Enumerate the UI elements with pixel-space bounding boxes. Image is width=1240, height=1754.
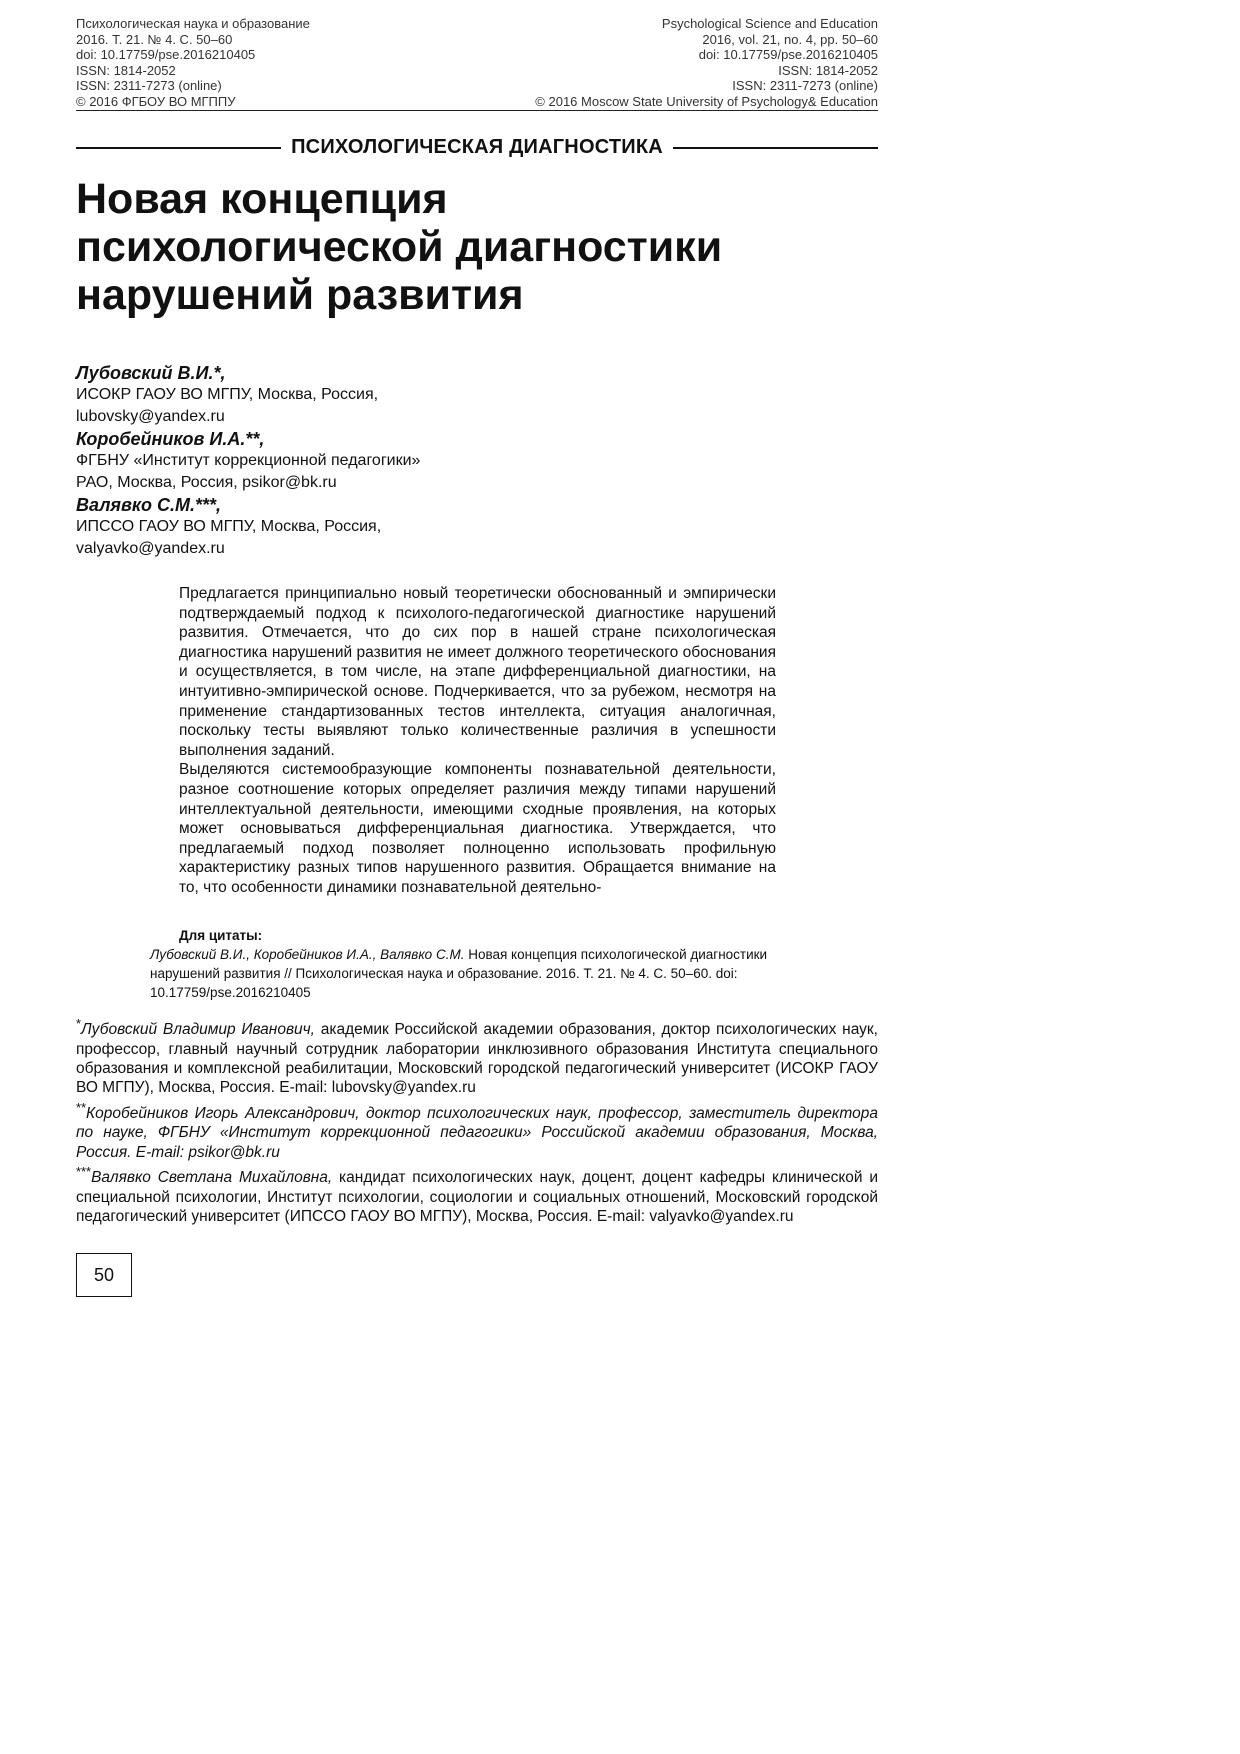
footnotes xyxy=(76,1014,878,1227)
author-email: lubovsky@yandex.ru xyxy=(76,408,225,425)
author-affiliation-email: РАО, Москва, Россия, psikor@bk.ru xyxy=(76,474,337,491)
header-doi-ru: doi: 10.17759/pse.2016210405 xyxy=(76,47,256,62)
citation-block xyxy=(150,926,810,1002)
abstract-paragraph: Выделяются системообразующие компоненты познавательной деятельности, разное соотношение которых определяет различия между типами нарушений интеллектуальной деятельности, имеющими сходные проявления, на которых может основываться дифференциальная диагностика. Утверждается, что предлагаемый подход позволяет полноценно использовать профильную характеристику разных типов нарушенного развития. Обращается внимание на то, что особенности динамики познавательной деятельно- xyxy=(179,761,776,896)
page-number: 50 xyxy=(76,1253,132,1297)
footnote-mark: *** xyxy=(76,1164,92,1180)
citation-text xyxy=(150,945,810,1002)
header-copyright-en: © 2016 Moscow State University of Psychology& Education xyxy=(535,93,878,109)
author-list xyxy=(76,362,676,560)
author-name: Лубовский В.И.*, xyxy=(76,363,226,383)
footnote-name: Коробейников Игорь Александрович, доктор психологических наук, профессор, заместитель директора по науке, ФГБНУ «Институт коррекционной педагогики» Российской академии образования, Москва, Россия. E-mail: psikor@bk.ru xyxy=(76,1104,878,1161)
footnote-text: академик Российской академии образования, доктор психологических наук, профессор, главный научный сотрудник лаборатории инклюзивного образования Института специального образования и комплексной реабилитации, Московский городской педагогический университет (ИСОКР ГАОУ ВО МГПУ), Москва, Россия. E-mail: lubovsky@yandex.ru xyxy=(76,1021,878,1097)
footnote-mark: * xyxy=(76,1016,82,1031)
title-line: Новая концепция xyxy=(76,175,448,223)
author-affiliation: ФГБНУ «Институт коррекционной педагогики» xyxy=(76,452,421,469)
header-issn-online-en: ISSN: 2311-7273 (online) xyxy=(732,78,878,93)
header-journal-ru: Психологическая наука и образование xyxy=(76,16,310,31)
footnote-text: кандидат психологических наук, доцент, доцент кафедры клинической и специальной психологии, Институт психологии, социологии и социальных отношений, Московский городской педагогический университет (ИПССО ГАОУ ВО МГПУ), Москва, Россия. E-mail: valyavko@yandex.ru xyxy=(76,1169,879,1226)
section-rule-right xyxy=(673,147,878,149)
citation-reference: Новая концепция психологической диагностики нарушений развития // Психологическая наука и образование. 2016. Т. 21. № 4. С. 50–60. doi: 10.17759/pse.2016210405 xyxy=(150,947,768,1000)
header-right xyxy=(535,16,878,109)
section-label: ПСИХОЛОГИЧЕСКАЯ ДИАГНОСТИКА xyxy=(291,136,663,158)
title-line: психологической диагностики xyxy=(76,223,723,271)
header-issue-ru: 2016. Т. 21. № 4. С. 50–60 xyxy=(76,31,233,47)
author-email: valyavko@yandex.ru xyxy=(76,540,225,557)
section-heading xyxy=(76,136,878,159)
footnote-name: Валявко Светлана Михайловна, xyxy=(91,1169,333,1187)
header-divider xyxy=(76,110,878,111)
header-journal-en: Psychological Science and Education xyxy=(661,16,878,31)
header-issn-online-ru: ISSN: 2311-7273 (online) xyxy=(76,78,222,93)
header-left xyxy=(76,16,310,109)
abstract xyxy=(179,584,776,898)
header-issn-en: ISSN: 1814-2052 xyxy=(778,62,878,78)
abstract-paragraph: Предлагается принципиально новый теоретически обоснованный и эмпирически подтверждаемый подход к психолого-педагогической диагностике нарушений развития. Отмечается, что до сих пор в нашей стране психологическая диагностика нарушений развития не имеет должного теоретического обоснования и осуществляется, в том числе, на этапе дифференциальной диагностики, на интуитивно-эмпирической основе. Подчеркивается, что за рубежом, несмотря на применение стандартизованных тестов интеллекта, ситуация аналогичная, поскольку тесты выявляют только количественные различия в успешности выполнения заданий. xyxy=(179,585,776,759)
footnote xyxy=(76,1014,878,1098)
article-title xyxy=(76,175,876,319)
citation-authors: Лубовский В.И., Коробейников И.А., Валявко С.М. xyxy=(150,947,465,962)
header-copyright-ru: © 2016 ФГБОУ ВО МГППУ xyxy=(76,93,236,109)
header-doi-en: doi: 10.17759/pse.2016210405 xyxy=(698,47,878,62)
footnote xyxy=(76,1098,878,1162)
header-issue-en: 2016, vol. 21, no. 4, pp. 50–60 xyxy=(702,31,878,47)
author-affiliation: ИПССО ГАОУ ВО МГПУ, Москва, Россия, xyxy=(76,518,382,535)
author-affiliation: ИСОКР ГАОУ ВО МГПУ, Москва, Россия, xyxy=(76,386,379,403)
title-line: нарушений развития xyxy=(76,271,524,319)
footnote-name: Лубовский Владимир Иванович, xyxy=(81,1021,315,1039)
author-name: Валявко С.М.***, xyxy=(76,495,222,515)
footnote-mark: ** xyxy=(76,1099,87,1115)
citation-heading: Для цитаты: xyxy=(179,928,263,943)
footnote xyxy=(76,1162,878,1226)
section-rule-left xyxy=(76,147,281,149)
header-issn-ru: ISSN: 1814-2052 xyxy=(76,62,176,78)
author-name: Коробейников И.А.**, xyxy=(76,429,265,449)
